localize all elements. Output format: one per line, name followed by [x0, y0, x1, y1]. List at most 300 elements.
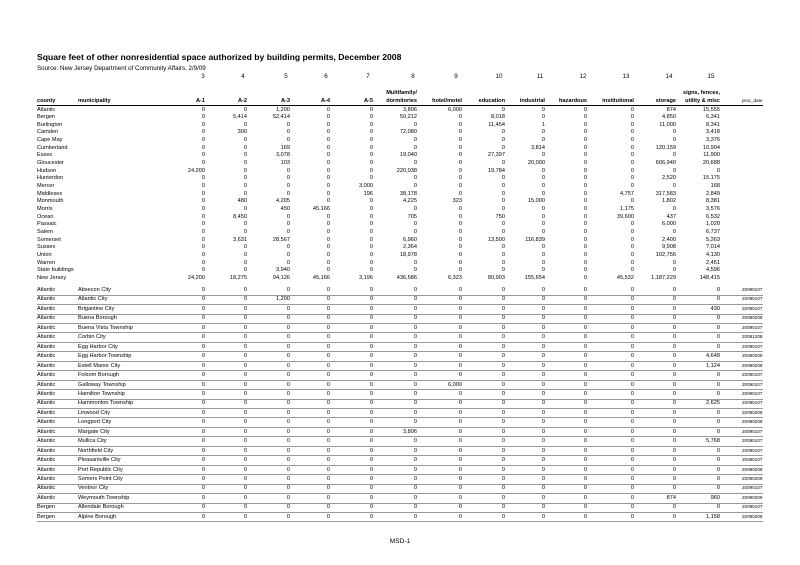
cell-value: 0 — [672, 287, 676, 293]
cell-value: 80,903 — [487, 274, 505, 281]
cell-value: 0 — [458, 372, 462, 379]
county-name: Mercer — [37, 183, 55, 189]
column-number: 5 — [284, 73, 288, 80]
cell-value: 0 — [630, 267, 634, 274]
cell-value: 0 — [243, 296, 247, 303]
cell-value: 0 — [286, 485, 290, 492]
municipality-name: Port Republic City — [78, 466, 123, 473]
cell-value: 0 — [458, 190, 462, 197]
proc-date: 20090107 — [742, 485, 763, 491]
cell-value: 0 — [369, 428, 373, 435]
cell-value: 0 — [201, 175, 205, 182]
cell-value: 0 — [201, 205, 205, 212]
cell-value: 0 — [326, 372, 330, 379]
cell-value: 0 — [286, 213, 290, 220]
cell-value: 0 — [501, 485, 505, 492]
cell-value: 0 — [243, 175, 247, 182]
cell-value: 0 — [630, 137, 634, 144]
cell-value: 0 — [630, 160, 634, 167]
table-row — [0, 409, 800, 417]
cell-value: 0 — [201, 160, 205, 167]
cell-value: 0 — [243, 244, 247, 251]
cell-value: 0 — [413, 447, 417, 454]
cell-value: 0 — [672, 438, 676, 445]
cell-value: 0 — [201, 381, 205, 388]
cell-value: 0 — [501, 419, 505, 426]
cell-value: 0 — [369, 137, 373, 144]
county-name: Atlantic — [37, 362, 56, 369]
cell-value: 0 — [583, 457, 587, 464]
cell-value: 0 — [326, 167, 330, 174]
cell-value: 4,205 — [276, 198, 290, 205]
cell-value: 0 — [286, 343, 290, 350]
municipality-name: Margate City — [78, 428, 110, 435]
table-row — [0, 295, 800, 303]
cell-value: 0 — [583, 419, 587, 426]
cell-value: 0 — [583, 287, 587, 293]
cell-value: 0 — [286, 324, 290, 331]
county-name: Atlantic — [37, 409, 56, 416]
cell-value: 0 — [369, 504, 373, 511]
column-number: 4 — [241, 73, 245, 80]
cell-value: 0 — [243, 400, 247, 407]
cell-value: 0 — [458, 251, 462, 258]
cell-value: 0 — [583, 167, 587, 174]
cell-value: 6,737 — [706, 228, 720, 235]
municipality-name: Somers Point City — [78, 476, 123, 482]
cell-value: 0 — [201, 213, 205, 220]
cell-value: 0 — [501, 160, 505, 167]
cell-value: 0 — [501, 259, 505, 266]
cell-value: 0 — [243, 144, 247, 151]
county-name: Atlantic — [37, 419, 56, 426]
cell-value: 0 — [201, 114, 205, 121]
cell-value: 0 — [541, 287, 545, 293]
cell-value: 0 — [326, 190, 330, 197]
cell-value: 0 — [201, 221, 205, 228]
cell-value: 0 — [201, 362, 205, 369]
cell-value: 2,400 — [662, 236, 676, 243]
cell-value: 3,196 — [359, 274, 373, 281]
proc-date: 20090107 — [742, 504, 763, 510]
cell-value: 0 — [672, 167, 676, 174]
cell-value: 0 — [201, 457, 205, 464]
cell-value: 0 — [541, 447, 545, 454]
cell-value: 0 — [458, 438, 462, 445]
county-name: Essex — [37, 152, 53, 159]
county-name: Salem — [37, 228, 53, 235]
cell-value: 8,450 — [233, 213, 247, 220]
cell-value: 0 — [672, 129, 676, 136]
column-number: 3 — [201, 73, 205, 80]
cell-value: 0 — [286, 259, 290, 266]
cell-value: 0 — [501, 305, 505, 312]
cell-value: 0 — [583, 494, 587, 501]
cell-value: 2,625 — [706, 400, 720, 407]
county-name: Atlantic — [37, 324, 56, 331]
cell-value: 0 — [369, 353, 373, 360]
table-row — [0, 428, 800, 436]
cell-value: 0 — [326, 513, 330, 520]
cell-value: 0 — [326, 305, 330, 312]
cell-value: 0 — [716, 296, 720, 303]
cell-value: 0 — [716, 504, 720, 511]
proc-date: 20090107 — [742, 287, 763, 292]
cell-value: 39,600 — [616, 213, 634, 220]
cell-value: 0 — [630, 167, 634, 174]
county-name: Atlantic — [37, 466, 56, 473]
cell-value: 0 — [201, 236, 205, 243]
county-name: Atlantic — [37, 296, 56, 303]
cell-value: 7,014 — [706, 244, 720, 251]
cell-value: 0 — [201, 466, 205, 473]
cell-value: 0 — [541, 343, 545, 350]
cell-value: 0 — [501, 494, 505, 501]
cell-value: 0 — [413, 485, 417, 492]
cell-value: 0 — [583, 315, 587, 322]
cell-value: 0 — [243, 494, 247, 501]
cell-value: 0 — [630, 287, 634, 293]
cell-value: 0 — [672, 513, 676, 520]
cell-value: 0 — [541, 106, 545, 113]
municipality-name: Buena Borough — [78, 315, 117, 322]
header-signs-line1: signs, fences, — [683, 90, 720, 96]
cell-value: 8,381 — [706, 198, 720, 205]
column-number: 12 — [579, 73, 587, 80]
cell-value: 0 — [541, 315, 545, 322]
cell-value: 0 — [583, 428, 587, 435]
table-row — [0, 324, 800, 332]
proc-date: 20090107 — [742, 400, 763, 406]
cell-value: 102,756 — [655, 251, 676, 258]
cell-value: 705 — [407, 213, 417, 220]
county-name: Atlantic — [37, 106, 56, 113]
cell-value: 0 — [541, 372, 545, 379]
cell-value: 0 — [286, 287, 290, 293]
cell-value: 0 — [583, 343, 587, 350]
page-title: Square feet of other nonresidential space authorized by building permits, December 2008 — [37, 52, 402, 62]
cell-value: 0 — [630, 114, 634, 121]
cell-value: 0 — [501, 221, 505, 228]
cell-value: 0 — [630, 305, 634, 312]
header-row-upper — [0, 89, 800, 97]
cell-value: 0 — [716, 466, 720, 473]
county-name: Hunterdon — [37, 175, 64, 182]
cell-value: 0 — [541, 183, 545, 189]
cell-value: 50,212 — [399, 114, 417, 121]
proc-date: 20090209 — [742, 353, 763, 359]
header-county: county — [37, 98, 56, 104]
cell-value: 0 — [541, 457, 545, 464]
cell-value: 0 — [458, 409, 462, 416]
cell-value: 0 — [583, 267, 587, 274]
cell-value: 148,415 — [699, 274, 720, 281]
proc-date: 20090209 — [742, 362, 763, 368]
cell-value: 0 — [413, 494, 417, 501]
cell-value: 450 — [280, 205, 290, 212]
cell-value: 0 — [326, 324, 330, 331]
cell-value: 0 — [541, 228, 545, 235]
cell-value: 0 — [501, 476, 505, 482]
cell-value: 960 — [710, 494, 720, 501]
cell-value: 168 — [710, 183, 720, 189]
cell-value: 0 — [369, 438, 373, 445]
cell-value: 0 — [583, 274, 587, 281]
cell-value: 430 — [710, 305, 720, 312]
cell-value: 0 — [243, 267, 247, 274]
proc-date: 20090107 — [742, 428, 763, 434]
cell-value: 0 — [541, 334, 545, 341]
county-name: Atlantic — [37, 305, 56, 312]
table-row — [0, 447, 800, 455]
cell-value: 0 — [458, 236, 462, 243]
cell-value: 0 — [501, 287, 505, 293]
cell-value: 0 — [541, 221, 545, 228]
cell-value: 0 — [413, 160, 417, 167]
cell-value: 0 — [672, 137, 676, 144]
cell-value: 0 — [369, 114, 373, 121]
county-name: Somerset — [37, 236, 61, 243]
cell-value: 0 — [413, 175, 417, 182]
cell-value: 0 — [630, 334, 634, 341]
cell-value: 0 — [541, 251, 545, 258]
cell-value: 0 — [501, 244, 505, 251]
cell-value: 0 — [583, 137, 587, 144]
cell-value: 0 — [716, 428, 720, 435]
cell-value: 0 — [369, 106, 373, 113]
cell-value: 0 — [672, 362, 676, 369]
cell-value: 0 — [369, 175, 373, 182]
cell-value: 0 — [458, 419, 462, 426]
cell-value: 0 — [369, 324, 373, 331]
cell-value: 19,040 — [399, 152, 417, 159]
cell-value: 0 — [630, 513, 634, 520]
county-name: Cape May — [37, 137, 63, 144]
proc-date: 20090209 — [742, 315, 763, 321]
cell-value: 0 — [413, 438, 417, 445]
cell-value: 0 — [541, 205, 545, 212]
cell-value: 0 — [458, 305, 462, 312]
cell-value: 9,908 — [662, 244, 676, 251]
cell-value: 0 — [369, 343, 373, 350]
cell-value: 0 — [369, 362, 373, 369]
cell-value: 0 — [369, 228, 373, 235]
cell-value: 169 — [280, 144, 290, 151]
cell-value: 0 — [501, 409, 505, 416]
cell-value: 0 — [541, 513, 545, 520]
cell-value: 0 — [630, 221, 634, 228]
municipality-name: Corbin City — [78, 334, 106, 341]
cell-value: 0 — [201, 419, 205, 426]
cell-value: 0 — [413, 183, 417, 189]
county-name: Cumberland — [37, 144, 68, 151]
cell-value: 4,130 — [706, 251, 720, 258]
cell-value: 0 — [326, 419, 330, 426]
county-name: Atlantic — [37, 438, 56, 445]
cell-value: 6,000 — [662, 221, 676, 228]
cell-value: 0 — [458, 144, 462, 151]
cell-value: 0 — [326, 353, 330, 360]
county-name: Atlantic — [37, 428, 56, 435]
cell-value: 3,576 — [706, 205, 720, 212]
cell-value: 0 — [583, 447, 587, 454]
cell-value: 0 — [672, 390, 676, 397]
cell-value: 0 — [630, 244, 634, 251]
table-row — [0, 381, 800, 389]
proc-date: 20090107 — [742, 457, 763, 463]
cell-value: 8,341 — [706, 121, 720, 128]
cell-value: 0 — [541, 296, 545, 303]
cell-value: 220,038 — [396, 167, 417, 174]
cell-value: 0 — [201, 129, 205, 136]
cell-value: 0 — [413, 287, 417, 293]
cell-value: 38,178 — [399, 190, 417, 197]
cell-value: 0 — [458, 428, 462, 435]
cell-value: 0 — [541, 244, 545, 251]
cell-value: 0 — [326, 428, 330, 435]
cell-value: 6,000 — [448, 381, 462, 388]
cell-value: 0 — [243, 160, 247, 167]
cell-value: 0 — [501, 190, 505, 197]
cell-value: 0 — [583, 106, 587, 113]
cell-value: 0 — [413, 457, 417, 464]
cell-value: 0 — [243, 447, 247, 454]
cell-value: 0 — [630, 476, 634, 482]
cell-value: 45,532 — [616, 274, 634, 281]
cell-value: 0 — [458, 494, 462, 501]
table-row — [0, 475, 800, 483]
proc-date: 20090209 — [742, 476, 763, 481]
municipality-name: Hamilton Township — [78, 390, 125, 397]
cell-value: 0 — [369, 244, 373, 251]
cell-value: 0 — [501, 400, 505, 407]
header-a3: A-3 — [280, 98, 290, 104]
cell-value: 0 — [286, 129, 290, 136]
cell-value: 0 — [201, 137, 205, 144]
cell-value: 0 — [672, 485, 676, 492]
cell-value: 1,124 — [706, 362, 720, 369]
cell-value: 0 — [326, 409, 330, 416]
cell-value: 0 — [583, 353, 587, 360]
cell-value: 0 — [458, 343, 462, 350]
cell-value: 0 — [630, 485, 634, 492]
cell-value: 0 — [413, 267, 417, 274]
cell-value: 0 — [583, 513, 587, 520]
cell-value: 323 — [452, 198, 462, 205]
cell-value: 0 — [630, 144, 634, 151]
cell-value: 0 — [201, 259, 205, 266]
header-row — [0, 97, 800, 105]
cell-value: 0 — [326, 106, 330, 113]
proc-date: 20081208 — [742, 334, 763, 340]
cell-value: 0 — [458, 287, 462, 293]
county-name: Atlantic — [37, 334, 56, 341]
cell-value: 0 — [243, 390, 247, 397]
cell-value: 3,000 — [359, 183, 373, 189]
municipality-name: Egg Harbor Township — [78, 353, 132, 360]
table-row — [0, 437, 800, 445]
cell-value: 0 — [583, 129, 587, 136]
cell-value: 0 — [326, 221, 330, 228]
cell-value: 0 — [583, 236, 587, 243]
cell-value: 0 — [243, 381, 247, 388]
cell-value: 0 — [541, 167, 545, 174]
cell-value: 0 — [326, 114, 330, 121]
cell-value: 0 — [326, 457, 330, 464]
cell-value: 0 — [369, 400, 373, 407]
table-row — [0, 390, 800, 398]
cell-value: 0 — [458, 152, 462, 159]
cell-value: 0 — [369, 390, 373, 397]
cell-value: 0 — [201, 152, 205, 159]
cell-value: 0 — [630, 228, 634, 235]
cell-value: 3,940 — [276, 267, 290, 274]
cell-value: 0 — [243, 438, 247, 445]
cell-value: 18,978 — [399, 251, 417, 258]
county-name: Atlantic — [37, 494, 56, 501]
cell-value: 0 — [672, 466, 676, 473]
cell-value: 0 — [672, 447, 676, 454]
cell-value: 0 — [583, 324, 587, 331]
cell-value: 606,940 — [655, 160, 676, 167]
cell-value: 0 — [583, 213, 587, 220]
cell-value: 1,187,229 — [651, 274, 676, 281]
cell-value: 0 — [541, 190, 545, 197]
county-name: New Jersey — [37, 274, 67, 281]
table-row — [0, 466, 800, 474]
table-row — [0, 343, 800, 351]
cell-value: 0 — [630, 106, 634, 113]
county-name: Atlantic — [37, 457, 56, 464]
cell-value: 0 — [501, 324, 505, 331]
cell-value: 0 — [369, 447, 373, 454]
cell-value: 0 — [413, 221, 417, 228]
cell-value: 0 — [413, 315, 417, 322]
cell-value: 0 — [201, 353, 205, 360]
cell-value: 6,532 — [706, 213, 720, 220]
cell-value: 0 — [630, 315, 634, 322]
cell-value: 0 — [243, 137, 247, 144]
cell-value: 0 — [413, 353, 417, 360]
cell-value: 0 — [243, 315, 247, 322]
header-multifamily-line2: dormitories — [386, 98, 417, 104]
cell-value: 0 — [458, 114, 462, 121]
cell-value: 0 — [541, 438, 545, 445]
cell-value: 0 — [583, 183, 587, 189]
cell-value: 0 — [501, 353, 505, 360]
county-name: Atlantic — [37, 381, 56, 388]
cell-value: 0 — [458, 334, 462, 341]
table-row — [0, 314, 800, 322]
proc-date: 20090107 — [742, 305, 763, 311]
cell-value: 0 — [201, 334, 205, 341]
cell-value: 0 — [458, 296, 462, 303]
proc-date: 20090107 — [742, 390, 763, 396]
cell-value: 0 — [630, 390, 634, 397]
cell-value: 437 — [666, 213, 676, 220]
header-signs-line2: utility & misc — [685, 98, 720, 104]
cell-value: 0 — [286, 121, 290, 128]
cell-value: 0 — [243, 121, 247, 128]
cell-value: 0 — [369, 198, 373, 205]
cell-value: 0 — [243, 428, 247, 435]
cell-value: 0 — [458, 476, 462, 482]
column-number: 7 — [366, 73, 370, 80]
cell-value: 0 — [630, 447, 634, 454]
cell-value: 0 — [326, 287, 330, 293]
cell-value: 0 — [583, 114, 587, 121]
table-row — [0, 333, 800, 341]
